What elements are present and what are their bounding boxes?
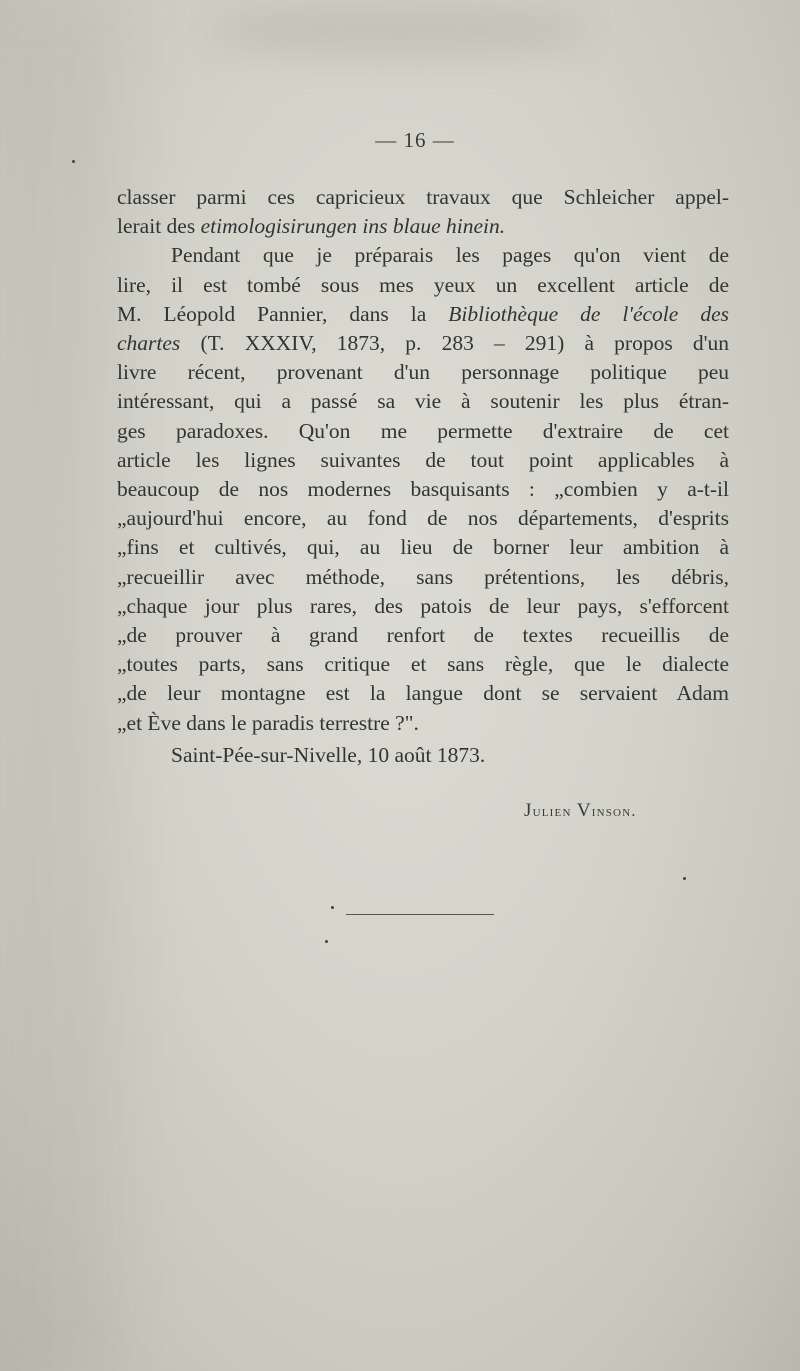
text-line: „chaque jour plus rares, des patois de leur pays, s'efforcent — [117, 593, 729, 618]
ink-speck — [683, 877, 686, 880]
text-line: „recueillir avec méthode, sans prétentions, les débris, — [117, 564, 729, 589]
italic-phrase: etimologisirungen ins blaue hinein. — [200, 214, 506, 239]
text-line — [117, 300, 729, 329]
text-line: „de leur montagne est la langue dont se servaient Adam — [117, 681, 729, 706]
paper-stain — [210, 0, 590, 60]
signature-initial: V — [576, 800, 592, 821]
signature-part: ulien — [532, 803, 572, 820]
text-line: intéressant, qui a passé sa vie à soutenir les plus étran- — [117, 389, 729, 414]
text-line: Pendant que je préparais les pages qu'on vient de — [171, 243, 729, 268]
text-line: livre récent, provenant d'un personnage politique peu — [117, 360, 729, 385]
text-line: classer parmi ces capricieux travaux que Schleicher appel- — [117, 185, 729, 209]
text-line: „toutes parts, sans critique et sans règle, que le dialecte — [117, 652, 729, 677]
text-line — [117, 329, 729, 358]
text-line: ges paradoxes. Qu'on me permette d'extraire de cet — [117, 418, 729, 443]
text-line: lire, il est tombé sous mes yeux un excellent article de — [117, 272, 729, 297]
text-segment: M. Léopold Pannier, dans la — [117, 301, 449, 326]
text-line: beaucoup de nos modernes basquisants : „combien y a-t-il — [117, 477, 729, 502]
signature-initial: J — [524, 800, 533, 821]
text-line: „et Ève dans le paradis terrestre ?". — [117, 710, 419, 735]
end-rule — [346, 914, 494, 915]
text-line: „fins et cultivés, qui, au lieu de borner leur ambition à — [117, 535, 729, 560]
text-line: „aujourd'hui encore, au fond de nos départements, d'esprits — [117, 506, 729, 531]
ink-speck — [72, 160, 75, 163]
ink-speck — [325, 940, 328, 943]
text-segment: lerait des — [117, 214, 201, 239]
italic-title: Bibliothèque de l'école des — [448, 301, 729, 326]
ink-speck — [331, 906, 334, 909]
page-number: — 16 — — [375, 128, 455, 152]
italic-title: chartes — [117, 331, 181, 356]
body-text — [117, 183, 729, 738]
text-line: „de prouver à grand renfort de textes recueillis de — [117, 623, 729, 648]
paper-shadow — [0, 0, 120, 1371]
text-segment: (T. XXXIV, 1873, p. 283 – 291) à propos d'un — [180, 331, 729, 356]
text-line: article les lignes suivantes de tout point applicables à — [117, 447, 729, 472]
text-line — [117, 212, 729, 241]
dateline: Saint-Pée-sur-Nivelle, 10 août 1873. — [171, 743, 486, 767]
signature-part: inson. — [591, 803, 637, 820]
author-signature — [524, 800, 637, 822]
